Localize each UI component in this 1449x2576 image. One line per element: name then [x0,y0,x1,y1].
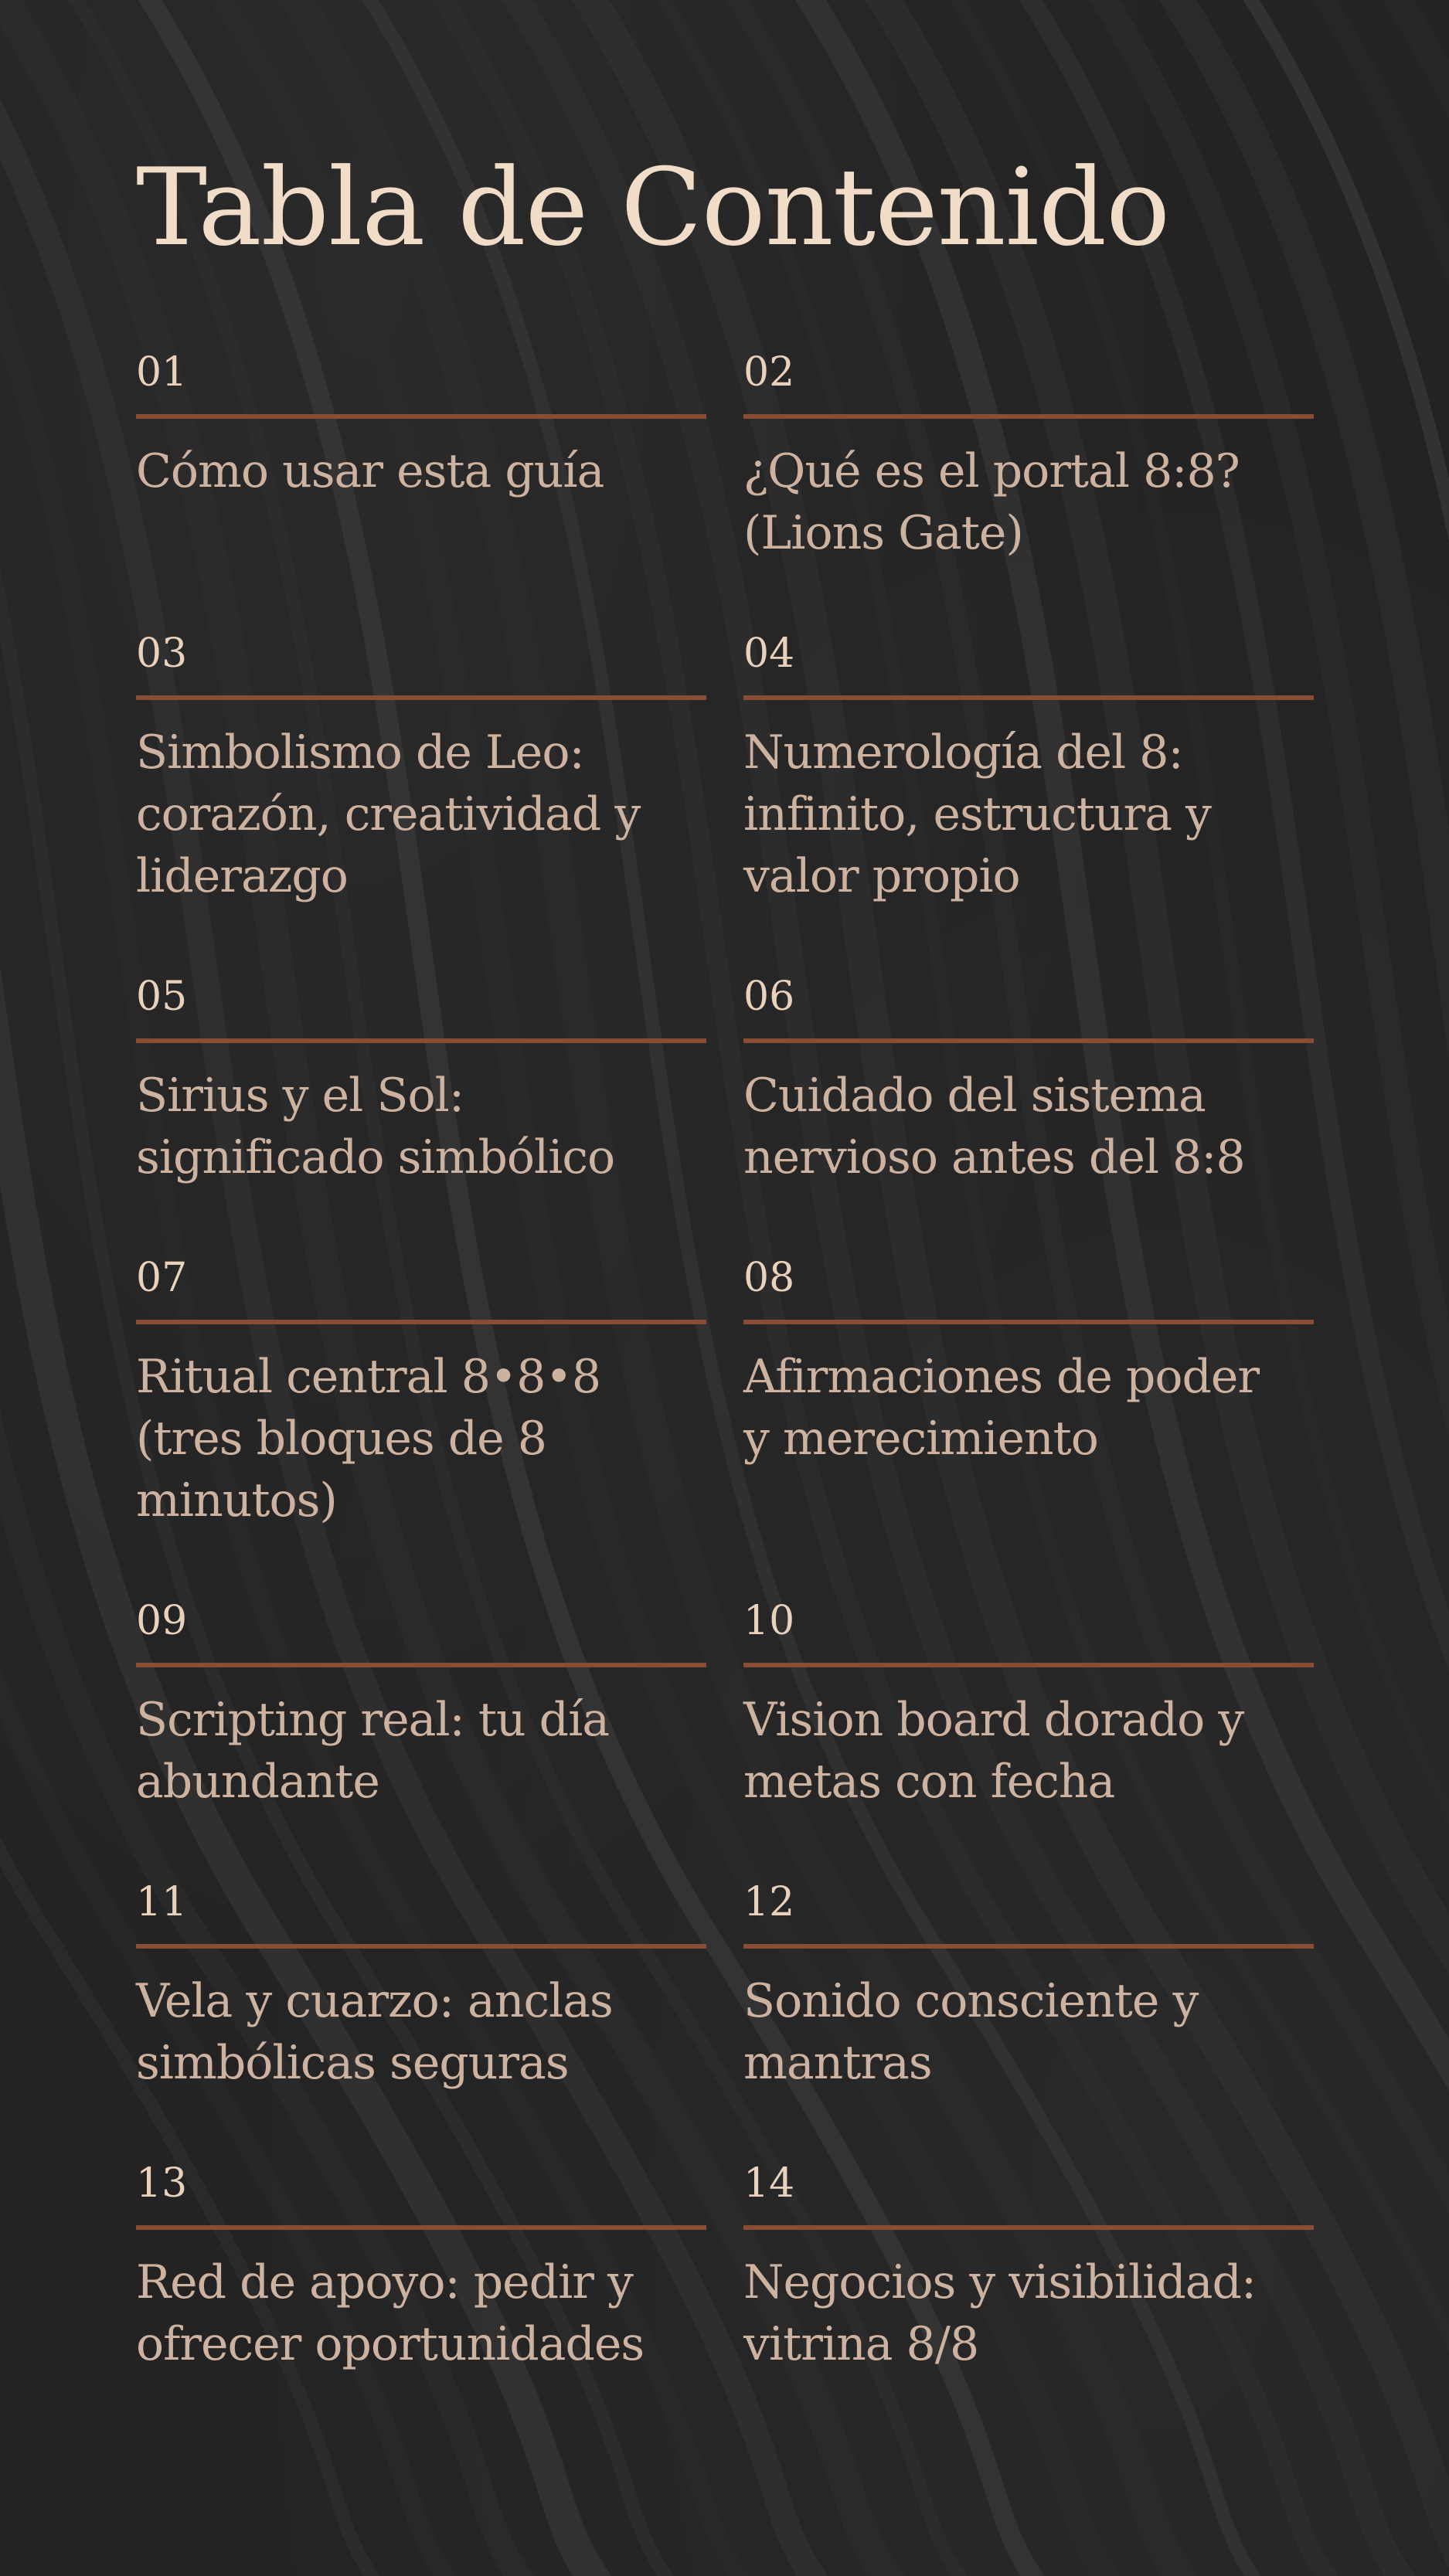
toc-entry-divider [743,1663,1314,1667]
toc-entry-divider [743,1038,1314,1043]
toc-entry-number: 13 [136,2160,188,2207]
toc-entry-title-line: infinito, estructura y [743,787,1211,841]
toc-entry-title [743,1065,1331,1188]
toc-entry-title [136,722,723,907]
toc-entry-number: 01 [136,349,188,396]
toc-entry-number: 09 [136,1598,188,1644]
toc-entry-title-line: significado simbólico [136,1130,615,1184]
toc-entry-divider [743,1944,1314,1949]
toc-entry-number: 04 [743,630,795,677]
toc-entry-title-line: Negocios y visibilidad: [743,2255,1257,2309]
toc-entry-title [136,1970,723,2094]
toc-entry-divider [136,1944,706,1949]
toc-entry-title [136,440,723,502]
toc-entry-divider [743,414,1314,419]
toc-entry-title-line: nervioso antes del 8:8 [743,1130,1245,1184]
toc-entry-title-line: liderazgo [136,849,348,903]
toc-entry-title-line: (tres bloques de 8 [136,1412,546,1466]
toc-entry-title-line: Numerología del 8: [743,726,1183,780]
toc-entry-number: 11 [136,1879,188,1925]
toc-entry-divider [743,695,1314,700]
toc-entry-title-line: abundante [136,1755,379,1809]
toc-entry-number: 02 [743,349,795,396]
toc-entry-title-line: y merecimiento [743,1412,1098,1466]
toc-entry-title-line: minutos) [136,1473,337,1528]
toc-entry-title-line: ofrecer oportunidades [136,2317,645,2371]
toc-entry-title-line: Cuidado del sistema [743,1069,1206,1123]
page-title: Tabla de Contenido [136,145,1170,270]
toc-entry-divider [136,414,706,419]
toc-entry-title [743,1689,1331,1813]
toc-entry-title-line: Sirius y el Sol: [136,1069,464,1123]
toc-entry-title-line: ¿Qué es el portal 8:8? [743,444,1240,498]
toc-entry-number: 14 [743,2160,795,2207]
toc-entry-title-line: Sonido consciente y [743,1974,1199,2028]
toc-entry-title-line: metas con fecha [743,1755,1115,1809]
toc-entry-title-line: corazón, creatividad y [136,787,641,841]
toc-entry-number: 05 [136,974,188,1020]
toc-entry-title-line: vitrina 8/8 [743,2317,979,2371]
toc-entry-divider [743,2225,1314,2230]
toc-entry-divider [136,1320,706,1324]
toc-entry-number: 12 [743,1879,795,1925]
toc-entry-title [136,1689,723,1813]
toc-entry-title-line: Cómo usar esta guía [136,444,604,498]
toc-entry-divider [743,1320,1314,1324]
toc-entry-title [136,1346,723,1531]
toc-entry-number: 07 [136,1255,188,1301]
toc-entry-number: 10 [743,1598,795,1644]
toc-entry-title [743,1346,1331,1470]
toc-entry-title-line: mantras [743,2036,932,2090]
toc-entry-title [136,2251,723,2375]
toc-entry-title [743,1970,1331,2094]
toc-entry-title [743,2251,1331,2375]
toc-entry-title-line: Vision board dorado y [743,1693,1244,1747]
toc-entry-number: 08 [743,1255,795,1301]
toc-entry-title-line: Red de apoyo: pedir y [136,2255,633,2309]
toc-entry-title-line: simbólicas seguras [136,2036,569,2090]
toc-entry-title-line: Vela y cuarzo: anclas [136,1974,613,2028]
toc-entry-divider [136,695,706,700]
toc-entry-title [743,722,1331,907]
toc-entry-title-line: Afirmaciones de poder [743,1350,1260,1404]
toc-entry-title-line: Simbolismo de Leo: [136,726,584,780]
toc-entry-divider [136,1038,706,1043]
toc-entry-title-line: Scripting real: tu día [136,1693,610,1747]
toc-entry-title-line: (Lions Gate) [743,506,1023,560]
toc-entry-title [136,1065,723,1188]
toc-entry-title-line: Ritual central 8•8•8 [136,1350,601,1404]
toc-entry-title-line: valor propio [743,849,1020,903]
toc-entry-title [743,440,1331,564]
toc-entry-divider [136,2225,706,2230]
toc-entry-number: 06 [743,974,795,1020]
toc-entry-divider [136,1663,706,1667]
toc-entry-number: 03 [136,630,188,677]
